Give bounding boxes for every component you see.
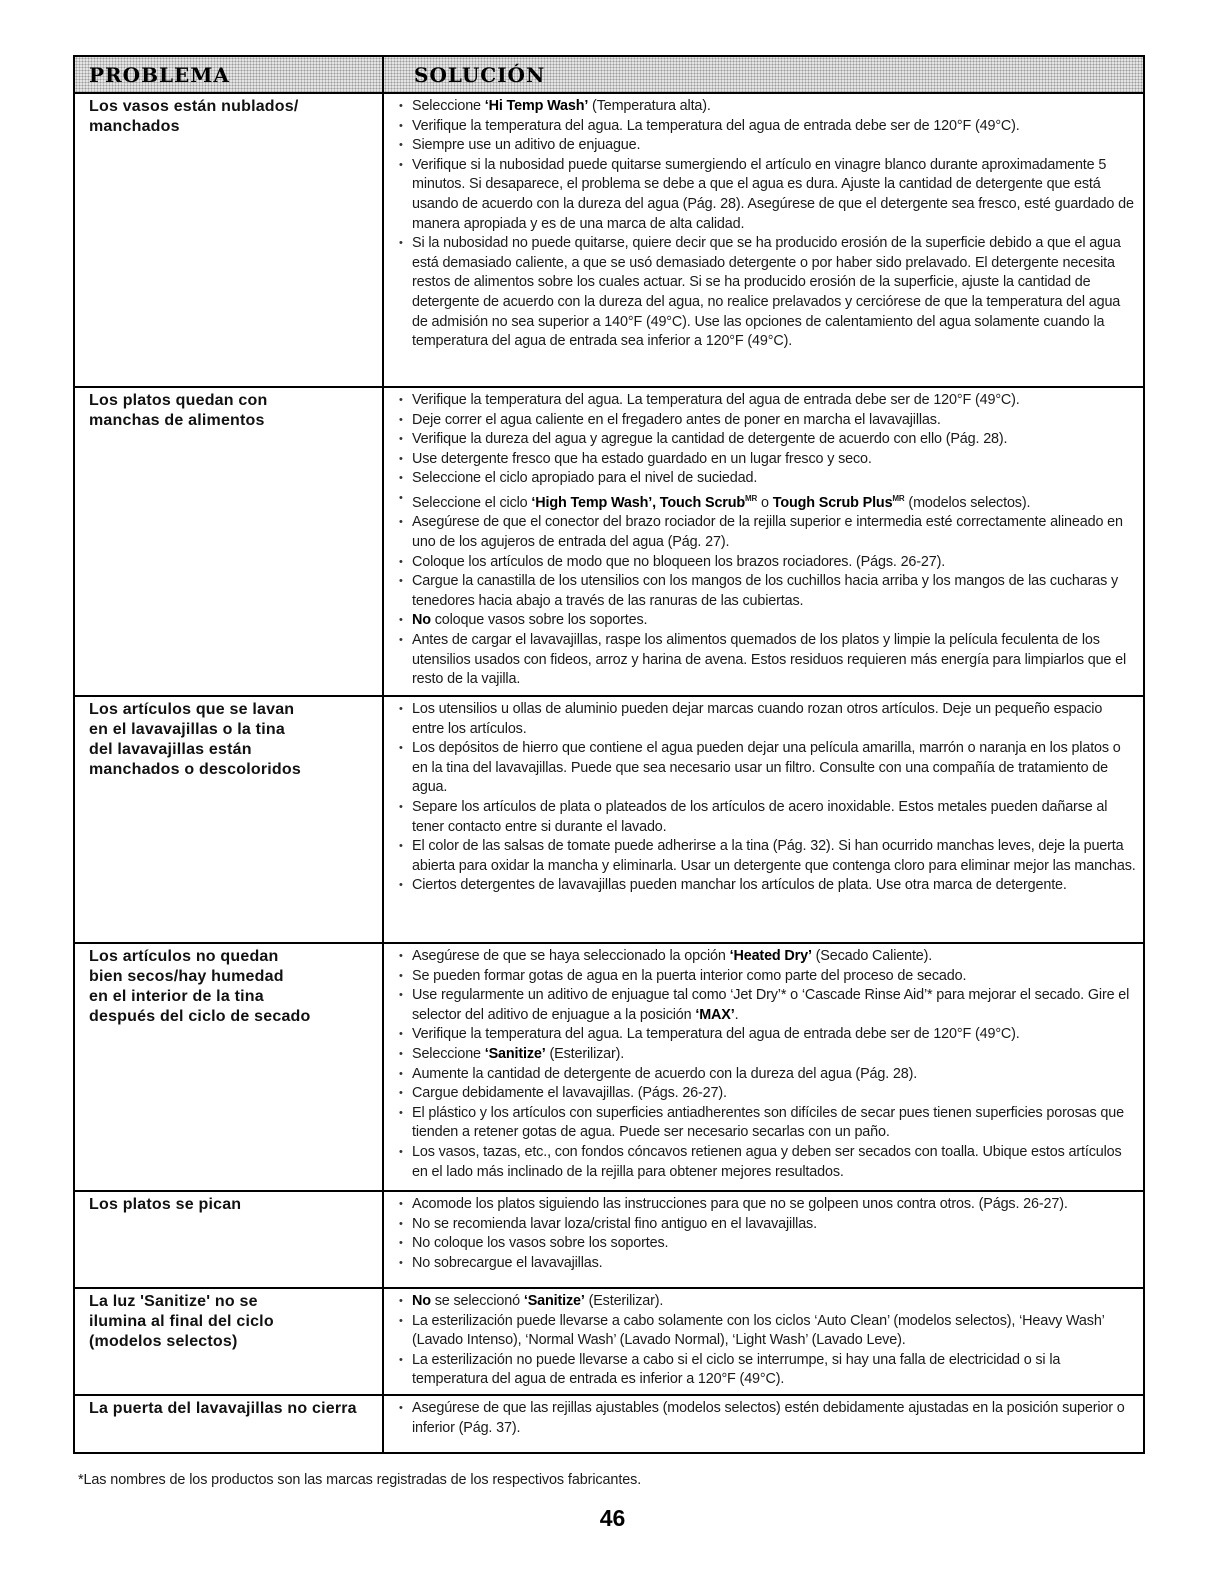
problem-cell: [74, 387, 383, 696]
solution-item: [398, 156, 1137, 234]
solution-list: [398, 947, 1137, 1182]
item-text: Cargue la canastilla de los utensilios con los mangos de los cuchillos hacia arriba y los mangos de las cucharas y tenedores hacia abajo a través de las ranuras de las cubiertas.: [412, 573, 1119, 609]
item-text: Separe los artículos de plata o plateados de los artículos de acero inoxidable. Estos metales pueden dañarse al tener contacto entre si durante el lavado.: [412, 798, 1108, 835]
item-text: No coloque los vasos sobre los soportes.: [412, 1235, 669, 1252]
table-row: [74, 943, 1144, 1191]
solution-item: [398, 947, 1137, 967]
item-text: Siempre use un aditivo de enjuague.: [412, 137, 641, 154]
problem-cell: [74, 1288, 383, 1395]
item-text: Verifique si la nubosidad puede quitarse sumergiendo el artículo en vinagre blanco durante aproximadamente 5 minutos. Si desaparece, el problema se debe a que el agua es dura. Ajuste la cantidad de detergente que está usando de acuerdo con la dureza del agua (Pág. 28). Asegúrese de que el detergente sea fresco, esté guardado de manera apropiada y es de una marca de alta calidad.: [412, 156, 1134, 232]
solution-list: [398, 391, 1137, 690]
emphasis-text: ‘Hi Temp Wash’: [484, 98, 589, 114]
problem-cell: [74, 1395, 383, 1453]
troubleshooting-table: [73, 55, 1145, 1454]
problem-text: bien secos/hay humedad: [89, 968, 284, 985]
item-text: Seleccione el ciclo: [412, 494, 532, 511]
item-text: Aumente la cantidad de detergente de acuerdo con la dureza del agua (Pág. 28).: [412, 1065, 918, 1082]
header-solution: SOLUCIÓN: [383, 56, 1144, 93]
solution-item: [398, 450, 1137, 470]
solution-item: [398, 1025, 1137, 1045]
solution-item: [398, 117, 1137, 137]
solution-cell: [383, 1191, 1144, 1288]
solution-item: [398, 469, 1137, 489]
troubleshooting-sheet: [73, 55, 1143, 1454]
item-text: Seleccione el ciclo apropiado para el nivel de suciedad.: [412, 470, 758, 487]
item-text: El plástico y los artículos con superficies antiadherentes son difíciles de secar pues tienen superficies porosas que tienden a retener gotas de agua. Puede ser necesario secarlas con un paño.: [412, 1104, 1124, 1141]
item-text: Se pueden formar gotas de agua en la puerta interior como parte del proceso de secado.: [412, 967, 967, 984]
item-text: Use detergente fresco que ha estado guardado en un lugar fresco y seco.: [412, 450, 872, 467]
solution-item: [398, 1254, 1137, 1274]
solution-item: [398, 631, 1137, 690]
problem-text: Los platos quedan con: [89, 392, 268, 409]
problem-cell: [74, 696, 383, 943]
problem-text: La puerta del lavavajillas no cierra: [89, 1399, 357, 1417]
emphasis-text: ‘Heated Dry’: [729, 948, 812, 964]
item-text: Acomode los platos siguiendo las instrucciones para que no se golpeen unos contra otros. (Págs. 26-27).: [412, 1196, 1068, 1212]
problem-text: del lavavajillas están: [89, 741, 252, 758]
trademark-mark: MR: [892, 493, 905, 503]
solution-item: [398, 1351, 1137, 1390]
solution-cell: [383, 387, 1144, 696]
solution-item: [398, 1143, 1137, 1182]
item-text: Seleccione: [412, 1045, 485, 1062]
solution-item: [398, 611, 1137, 631]
item-text: o: [757, 494, 773, 511]
item-text: Verifique la temperatura del agua. La temperatura del agua de entrada debe ser de 120°F (49°C).: [412, 1026, 1020, 1043]
solution-item: [398, 798, 1137, 837]
item-text: La esterilización puede llevarse a cabo solamente con los ciclos ‘Auto Clean’ (modelos selectos), ‘Heavy Wash’ (Lavado Intenso), ‘Normal Wash’ (Lavado Normal), ‘Light Wash’ (Lavado Leve).: [412, 1312, 1105, 1349]
solution-item: [398, 837, 1137, 876]
item-text: (Secado Caliente).: [811, 948, 933, 964]
solution-item: [398, 411, 1137, 431]
item-text: Use regularmente un aditivo de enjuague tal como ‘Jet Dry’* o ‘Cascade Rinse Aid’* para mejorar el secado. Gire el selector del aditivo de enjuague a la posición: [412, 987, 1130, 1023]
solution-item: [398, 553, 1137, 573]
trademark-mark: MR: [745, 493, 758, 503]
item-text: (modelos selectos).: [904, 494, 1031, 511]
solution-item: [398, 700, 1137, 739]
solution-cell: [383, 1288, 1144, 1395]
problem-text: manchas de alimentos: [89, 412, 265, 429]
item-text: Verifique la temperatura del agua. La temperatura del agua de entrada debe ser de 120°F (49°C).: [412, 117, 1020, 134]
problem-text: Los artículos que se lavan: [89, 701, 295, 718]
solution-list: [398, 1399, 1137, 1438]
emphasis-text: ‘High Temp Wash’, Touch Scrub: [531, 494, 746, 511]
item-text: (Esterilizar).: [545, 1045, 625, 1062]
item-text: No se recomienda lavar loza/cristal fino antiguo en el lavavajillas.: [412, 1215, 817, 1232]
solution-item: [398, 1312, 1137, 1351]
solution-item: [398, 572, 1137, 611]
item-text: Verifique la temperatura del agua. La temperatura del agua de entrada debe ser de 120°F (49°C).: [412, 392, 1020, 408]
solution-list: [398, 97, 1137, 352]
item-text: Seleccione: [412, 98, 485, 114]
emphasis-text: ‘Sanitize’: [484, 1045, 546, 1062]
table-row: [74, 1288, 1144, 1395]
item-text: Cargue debidamente el lavavajillas. (Págs. 26-27).: [412, 1085, 727, 1102]
solution-list: [398, 1195, 1137, 1273]
footnote: *Las nombres de los productos son las marcas registradas de los respectivos fabricantes.: [78, 1472, 642, 1488]
table-row: [74, 1395, 1144, 1453]
problem-text: ilumina al final del ciclo: [89, 1313, 274, 1330]
solution-list: [398, 1292, 1137, 1390]
problem-cell: [74, 93, 383, 387]
solution-item: [398, 1234, 1137, 1254]
item-text: (Temperatura alta).: [588, 98, 711, 114]
problem-text: Los platos se pican: [89, 1196, 242, 1213]
item-text: (Esterilizar).: [584, 1293, 664, 1309]
solution-item: [398, 489, 1137, 513]
solution-item: [398, 1045, 1137, 1065]
item-text: Los depósitos de hierro que contiene el agua pueden dejar una película amarilla, marrón o naranja en los platos o en la tina del lavavajillas. Puede que sea necesario usar un filtro. Consulte con una compañía de tratamiento de agua.: [412, 740, 1121, 796]
solution-item: [398, 1292, 1137, 1312]
solution-cell: [383, 696, 1144, 943]
problem-text: manchados o descoloridos: [89, 761, 301, 778]
problem-text: en el lavavajillas o la tina: [89, 721, 285, 738]
item-text: Si la nubosidad no puede quitarse, quiere decir que se ha producido erosión de la superficie debido a que el agua está demasiado caliente, a que se usó demasiado detergente o por haber sido prelavado. El detergente necesita restos de alimentos sobre los cuales actuar. Si se ha producido erosión de la superficie, ajuste la cantidad de detergente de acuerdo con la dureza del agua, no realice prelavados y cerciórese de que la temperatura del agua de admisión no sea superior a 140°F (49°C). Use las opciones de calentamiento del agua solamente cuando la temperatura del agua de entrada sea inferior a 120°F (49°C).: [412, 235, 1121, 350]
problem-text: en el interior de la tina: [89, 988, 264, 1005]
table-row: [74, 1191, 1144, 1288]
emphasis-text: ‘MAX’: [695, 1006, 735, 1023]
solution-item: [398, 1104, 1137, 1143]
problem-text: (modelos selectos): [89, 1333, 238, 1350]
solution-item: [398, 1065, 1137, 1085]
item-text: Asegúrese de que el conector del brazo rociador de la rejilla superior e intermedia esté correctamente alineado en uno de los agujeros de entrada del agua (Pág. 27).: [412, 514, 1123, 550]
item-text: No sobrecargue el lavavajillas.: [412, 1254, 603, 1271]
solution-item: [398, 97, 1137, 117]
item-text: Asegúrese de que se haya seleccionado la opción: [412, 948, 730, 964]
item-text: La esterilización no puede llevarse a cabo si el ciclo se interrumpe, si hay una falla de electricidad o si la temperatura del agua de entrada es inferior a 120°F (49°C).: [412, 1351, 1061, 1388]
item-text: Verifique la dureza del agua y agregue la cantidad de detergente de acuerdo con ello (Pág. 28).: [412, 431, 1008, 448]
problem-text: Los vasos están nublados/: [89, 98, 299, 115]
solution-item: [398, 1399, 1137, 1438]
solution-item: [398, 739, 1137, 798]
problem-cell: [74, 943, 383, 1191]
problem-text: después del ciclo de secado: [89, 1008, 311, 1025]
table-row: [74, 93, 1144, 387]
solution-item: [398, 1195, 1137, 1215]
item-text: se seleccionó: [430, 1293, 524, 1309]
solution-item: [398, 136, 1137, 156]
item-text: Los utensilios u ollas de aluminio pueden dejar marcas cuando rozan otros artículos. Deje un pequeño espacio entre los artículos.: [412, 701, 1103, 737]
solution-item: [398, 234, 1137, 352]
item-text: Coloque los artículos de modo que no bloqueen los brazos rociadores. (Págs. 26-27).: [412, 553, 946, 570]
item-text: Ciertos detergentes de lavavajillas pueden manchar los artículos de plata. Use otra marca de detergente.: [412, 877, 1067, 894]
emphasis-text: Tough Scrub Plus: [772, 494, 893, 511]
solution-list: [398, 700, 1137, 896]
problem-text: La luz 'Sanitize' no se: [89, 1293, 258, 1310]
header-problem: PROBLEMA: [74, 56, 383, 93]
problem-text: Los artículos no quedan: [89, 948, 279, 965]
solution-item: [398, 513, 1137, 552]
item-text: Deje correr el agua caliente en el fregadero antes de poner en marcha el lavavajillas.: [412, 411, 941, 428]
solution-item: [398, 430, 1137, 450]
solution-cell: [383, 93, 1144, 387]
emphasis-text: ‘Sanitize’: [523, 1293, 585, 1309]
table-body: [74, 93, 1144, 1453]
solution-item: [398, 1215, 1137, 1235]
table-row: [74, 696, 1144, 943]
item-text: Antes de cargar el lavavajillas, raspe los alimentos quemados de los platos y limpie la película feculenta de los utensilios usados con fideos, arroz y harina de avena. Estos residuos requieren más energía para limpiarlos que el resto de la vajilla.: [412, 631, 1127, 688]
item-text: coloque vasos sobre los soportes.: [430, 612, 648, 629]
solution-item: [398, 967, 1137, 987]
solution-item: [398, 391, 1137, 411]
solution-cell: [383, 1395, 1144, 1453]
item-text: Asegúrese de que las rejillas ajustables (modelos selectos) estén debidamente ajustadas en la posición superior o inferior (Pág. 37).: [412, 1399, 1125, 1436]
page-number: 46: [599, 1505, 626, 1531]
table-row: [74, 387, 1144, 696]
solution-item: [398, 1084, 1137, 1104]
problem-text: manchados: [89, 118, 180, 135]
item-text: .: [734, 1006, 739, 1023]
item-text: El color de las salsas de tomate puede adherirse a la tina (Pág. 32). Si han ocurrido manchas leves, deje la puerta abierta para oxidar la mancha y eliminarla. Usar un detergente que contenga cloro para eliminar mejor las manchas.: [412, 838, 1136, 874]
item-text: Los vasos, tazas, etc., con fondos cóncavos retienen agua y deben ser secados con toalla. Ubique estos artículos en el lado más inclinado de la rejilla para obtener mejores resultados.: [412, 1143, 1122, 1180]
solution-item: [398, 876, 1137, 896]
solution-cell: [383, 943, 1144, 1191]
solution-item: [398, 986, 1137, 1025]
problem-cell: [74, 1191, 383, 1288]
table-header-row: [74, 56, 1144, 93]
emphasis-text: No: [412, 1293, 431, 1309]
emphasis-text: No: [412, 612, 431, 629]
